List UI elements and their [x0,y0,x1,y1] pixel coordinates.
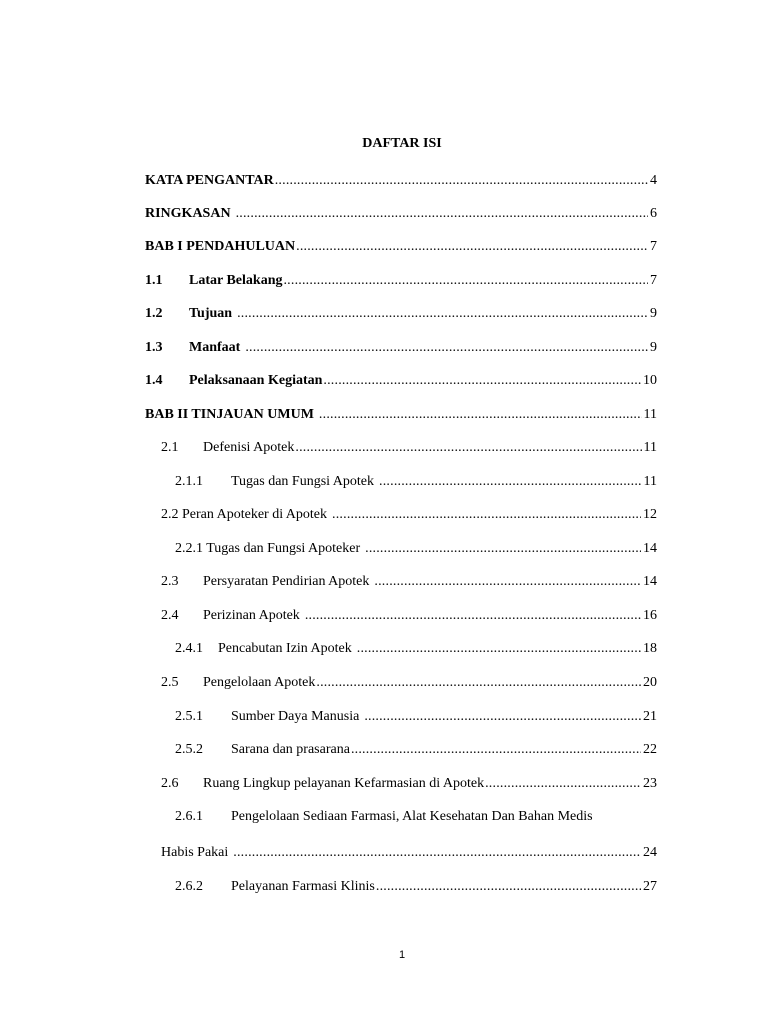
toc-entry-number: 1.3 [145,340,163,355]
toc-entry-title: Ruang Lingkup pelayanan Kefarmasian di Apotek [203,776,485,791]
toc-entry[interactable] [145,404,657,424]
toc-entry-number: 2.6.1 [175,809,203,824]
toc-leader [245,339,648,357]
toc-entry-page: 10 [643,373,657,388]
toc-entry-title: Pencabutan Izin Apotek [218,641,352,656]
toc-entry-page: 14 [643,541,657,556]
toc-leader [365,540,641,558]
toc-entry-page: 12 [643,507,657,522]
toc-entry[interactable] [145,270,657,290]
toc-entry-title: Sumber Daya Manusia [231,709,360,724]
toc-entry[interactable] [175,638,657,658]
toc-entry-page: 11 [643,440,657,455]
toc-entry-page: 27 [643,879,657,894]
toc-entry[interactable] [175,471,657,491]
toc-entry-page: 7 [650,239,657,254]
toc-entry[interactable] [145,236,657,256]
toc-entry-title: Persyaratan Pendirian Apotek [203,574,370,589]
toc-entry[interactable] [161,437,657,457]
toc-entry-page: 22 [643,742,657,757]
toc-entry[interactable] [161,605,657,625]
toc-leader [316,674,641,692]
toc-leader [275,172,648,190]
toc-leader [374,573,641,591]
toc-entry-title: Tugas dan Fungsi Apotek [231,474,375,489]
toc-entry[interactable] [175,808,657,828]
toc-entry[interactable] [161,672,657,692]
toc-leader [351,741,641,759]
toc-entry-page: 21 [643,709,657,724]
toc-leader [237,305,648,323]
toc-leader [323,372,641,390]
toc-entry-page: 9 [650,306,657,321]
toc-entry-title: BAB II TINJAUAN UMUM [145,407,314,422]
toc-entry-page: 6 [650,206,657,221]
toc-entry-page: 18 [643,641,657,656]
toc-leader [236,205,648,223]
toc-leader [485,775,641,793]
page-title: DAFTAR ISI [362,136,442,151]
toc-entry[interactable] [175,538,657,558]
toc-entry-title: Perizinan Apotek [203,608,300,623]
toc-leader [283,272,648,290]
toc-entry-number: 1.2 [145,306,163,321]
toc-entry-number: 2.4 [161,608,179,623]
toc-entry[interactable] [145,203,657,223]
toc-leader [295,439,641,457]
toc-entry-number: 2.5.1 [175,709,203,724]
toc-entry-title: Tujuan [189,306,233,321]
toc-entry[interactable] [175,876,657,896]
toc-leader [296,238,648,256]
toc-entry-number: 2.6 [161,776,179,791]
toc-entry-title: Pengelolaan Apotek [203,675,316,690]
toc-entry-number: 2.5.2 [175,742,203,757]
toc-entry-page: 7 [650,273,657,288]
toc-entry-title: Pelayanan Farmasi Klinis [231,879,375,894]
toc-entry-page: 11 [643,407,657,422]
toc-entry[interactable] [145,370,657,390]
toc-entry-title: 2.2 Peran Apoteker di Apotek [161,507,328,522]
toc-entry-number: 1.4 [145,373,163,388]
toc-entry-title: Habis Pakai [161,845,229,860]
toc-entry-title: Pengelolaan Sediaan Farmasi, Alat Kesehatan Dan Bahan Medis [231,809,593,824]
toc-entry-page: 24 [643,845,657,860]
toc-entry-page: 9 [650,340,657,355]
toc-entry-page: 11 [643,474,657,489]
toc-entry[interactable] [145,170,657,190]
toc-entry-page: 16 [643,608,657,623]
toc-leader [305,607,641,625]
toc-leader [233,844,641,862]
toc-leader [332,506,641,524]
toc-entry-number: 2.4.1 [175,641,203,656]
toc-entry-title: Latar Belakang [189,273,283,288]
toc-entry[interactable] [175,706,657,726]
toc-entry[interactable] [161,842,657,862]
toc-entry-page: 20 [643,675,657,690]
toc-leader [319,406,642,424]
toc-entry[interactable] [161,504,657,524]
toc-leader [376,878,641,896]
toc-entry-title: Manfaat [189,340,241,355]
toc-entry-number: 2.1 [161,440,179,455]
toc-entry-title: Sarana dan prasarana [231,742,350,757]
toc-entry-number: 2.5 [161,675,179,690]
toc-leader [379,473,642,491]
toc-entry[interactable] [145,303,657,323]
toc-entry-title: KATA PENGANTAR [145,173,274,188]
toc-entry-number: 2.1.1 [175,474,203,489]
toc-entry-number: 1.1 [145,273,163,288]
toc-entry-title: 2.2.1 Tugas dan Fungsi Apoteker [175,541,361,556]
toc-entry-title: BAB I PENDAHULUAN [145,239,296,254]
toc-entry-title: Pelaksanaan Kegiatan [189,373,323,388]
toc-entry-number: 2.6.2 [175,879,203,894]
toc-entry[interactable] [161,773,657,793]
toc-entry-number: 2.3 [161,574,179,589]
toc-entry-page: 14 [643,574,657,589]
toc-entry-title: Defenisi Apotek [203,440,295,455]
toc-leader [364,708,641,726]
toc-leader [357,640,641,658]
page-number: 1 [398,949,406,961]
toc-entry-page: 4 [650,173,657,188]
toc-entry[interactable] [161,571,657,591]
toc-entry-page: 23 [643,776,657,791]
toc-entry[interactable] [145,337,657,357]
toc-entry[interactable] [175,739,657,759]
toc-entry-title: RINGKASAN [145,206,231,221]
